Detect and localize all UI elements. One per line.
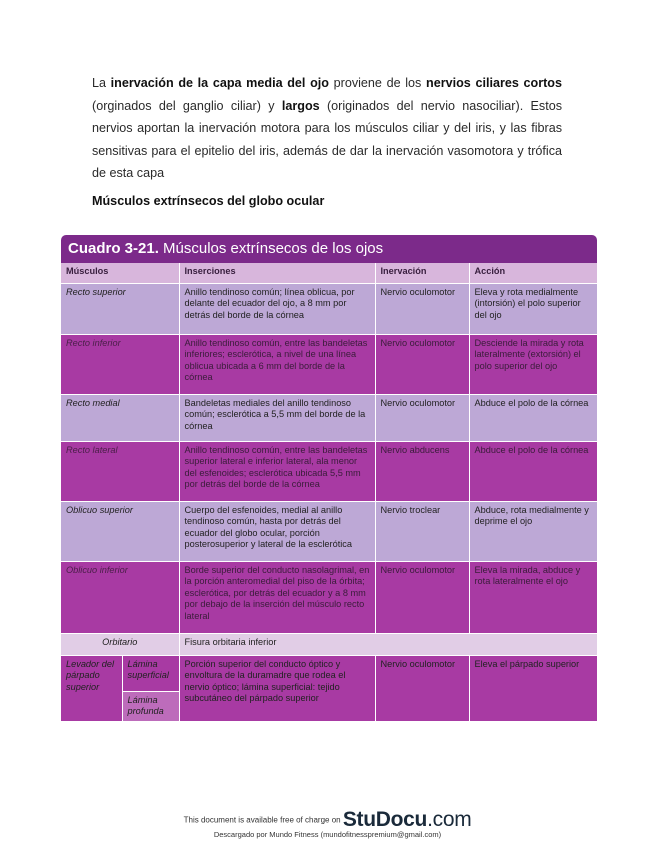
logo-docu: Docu [375, 808, 428, 831]
muscle-table [61, 263, 597, 722]
row-action: Eleva y rota medialmente (intorsión) el polo superior del ojo [469, 284, 597, 335]
levador-lamina-profunda: Lámina profunda [122, 692, 179, 722]
orbitario-insertions: Fisura orbitaria inferior [179, 634, 597, 656]
table-header-row [61, 263, 597, 284]
figure-title-text: Músculos extrínsecos de los ojos [163, 240, 384, 257]
studocu-notice [0, 808, 655, 832]
levador-insertions: Porción superior del conducto óptico y envoltura de la duramadre que rodea el nervio óptico; lámina superficial: tejido subcutáneo del párpado superior [179, 656, 375, 722]
logo-stu: Stu [342, 808, 376, 831]
row-action: Abduce el polo de la córnea [469, 442, 597, 502]
levador-innervation: Nervio oculomotor [375, 656, 469, 722]
row-innervation: Nervio oculomotor [375, 335, 469, 395]
orbitario-row [61, 634, 597, 656]
row-action: Eleva la mirada, abduce y rota lateralmente el ojo [469, 562, 597, 634]
para-text-4: (originados del nervio nasociliar). Estos nervios aportan la inervación motora para los músculos ciliar y del iris, y las fibras sensitivas para el epitelio del iris, además de dar la inervación vasomotora y trófica de esta capa [92, 98, 562, 181]
header-musculos: Músculos [61, 263, 179, 284]
row-action: Desciende la mirada y rota lateralmente (extorsión) el polo superior del ojo [469, 335, 597, 395]
header-inserciones: Inserciones [179, 263, 375, 284]
para-bold-1: inervación de la capa media del ojo [110, 76, 329, 90]
figure-title [61, 235, 597, 263]
notice-text: This document is available free of charge on [183, 815, 341, 825]
row-innervation: Nervio oculomotor [375, 395, 469, 442]
table-row [61, 284, 597, 335]
row-insertions: Anillo tendinoso común, entre las bandeletas superior lateral e inferior lateral, ala menor del esfenoides; esclerótica ubicada 5,5 mm por detrás del borde de la córnea [179, 442, 375, 502]
orbitario-muscle: Orbitario [61, 634, 179, 656]
levador-lamina-superficial: Lámina superficial [122, 656, 179, 692]
table-row [61, 335, 597, 395]
header-accion: Acción [469, 263, 597, 284]
studocu-logo[interactable] [343, 808, 472, 831]
para-bold-3: largos [281, 98, 320, 113]
intro-paragraph [92, 72, 562, 185]
row-action: Abduce el polo de la córnea [469, 395, 597, 442]
table-row [61, 562, 597, 634]
row-innervation: Nervio oculomotor [375, 562, 469, 634]
para-text-1: La [92, 76, 111, 90]
section-subheading: Músculos extrínsecos del globo ocular [92, 194, 325, 208]
row-muscle: Recto lateral [61, 442, 179, 502]
row-insertions: Anillo tendinoso común; línea oblicua, por delante del ecuador del ojo, a 8 mm por detrás del borde de la córnea [179, 284, 375, 335]
row-muscle: Recto superior [61, 284, 179, 335]
row-muscle: Oblicuo superior [61, 502, 179, 562]
download-notice: Descargado por Mundo Fitness (mundofitnesspremium@gmail.com) [213, 830, 442, 839]
figure-title-number: Cuadro 3-21. [68, 240, 159, 257]
table-row [61, 395, 597, 442]
row-insertions: Bandeletas mediales del anillo tendinoso común; esclerótica a 5,5 mm del borde de la córnea [179, 395, 375, 442]
logo-com: .com [427, 808, 472, 831]
row-insertions: Cuerpo del esfenoides, medial al anillo tendinoso común, hasta por detrás del ecuador del globo ocular, porción posterosuperior y lateral de la esclerótica [179, 502, 375, 562]
row-insertions: Borde superior del conducto nasolagrimal, en la porción anteromedial del piso de la órbita; esclerótica, por detrás del ecuador y a 8 mm por debajo de la inserción del músculo recto lateral [179, 562, 375, 634]
levador-row [61, 656, 597, 692]
row-innervation: Nervio oculomotor [375, 284, 469, 335]
row-innervation: Nervio abducens [375, 442, 469, 502]
table-row [61, 442, 597, 502]
para-text-2: proviene de los [328, 76, 426, 90]
muscle-table-figure [61, 235, 597, 730]
header-inervacion: Inervación [375, 263, 469, 284]
row-innervation: Nervio troclear [375, 502, 469, 562]
para-bold-2: nervios ciliares cortos [426, 76, 563, 90]
row-muscle: Recto inferior [61, 335, 179, 395]
row-insertions: Anillo tendinoso común, entre las bandeletas inferiores; esclerótica, a nivel de una línea oblicua ubicada a 6 mm del borde de la córnea [179, 335, 375, 395]
row-muscle: Oblicuo inferior [61, 562, 179, 634]
table-row [61, 502, 597, 562]
levador-action: Eleva el párpado superior [469, 656, 597, 722]
row-action: Abduce, rota medialmente y deprime el ojo [469, 502, 597, 562]
levador-muscle: Levador del párpado superior [61, 656, 122, 722]
row-muscle: Recto medial [61, 395, 179, 442]
para-text-3: (orginados del ganglio ciliar) y [92, 98, 282, 113]
